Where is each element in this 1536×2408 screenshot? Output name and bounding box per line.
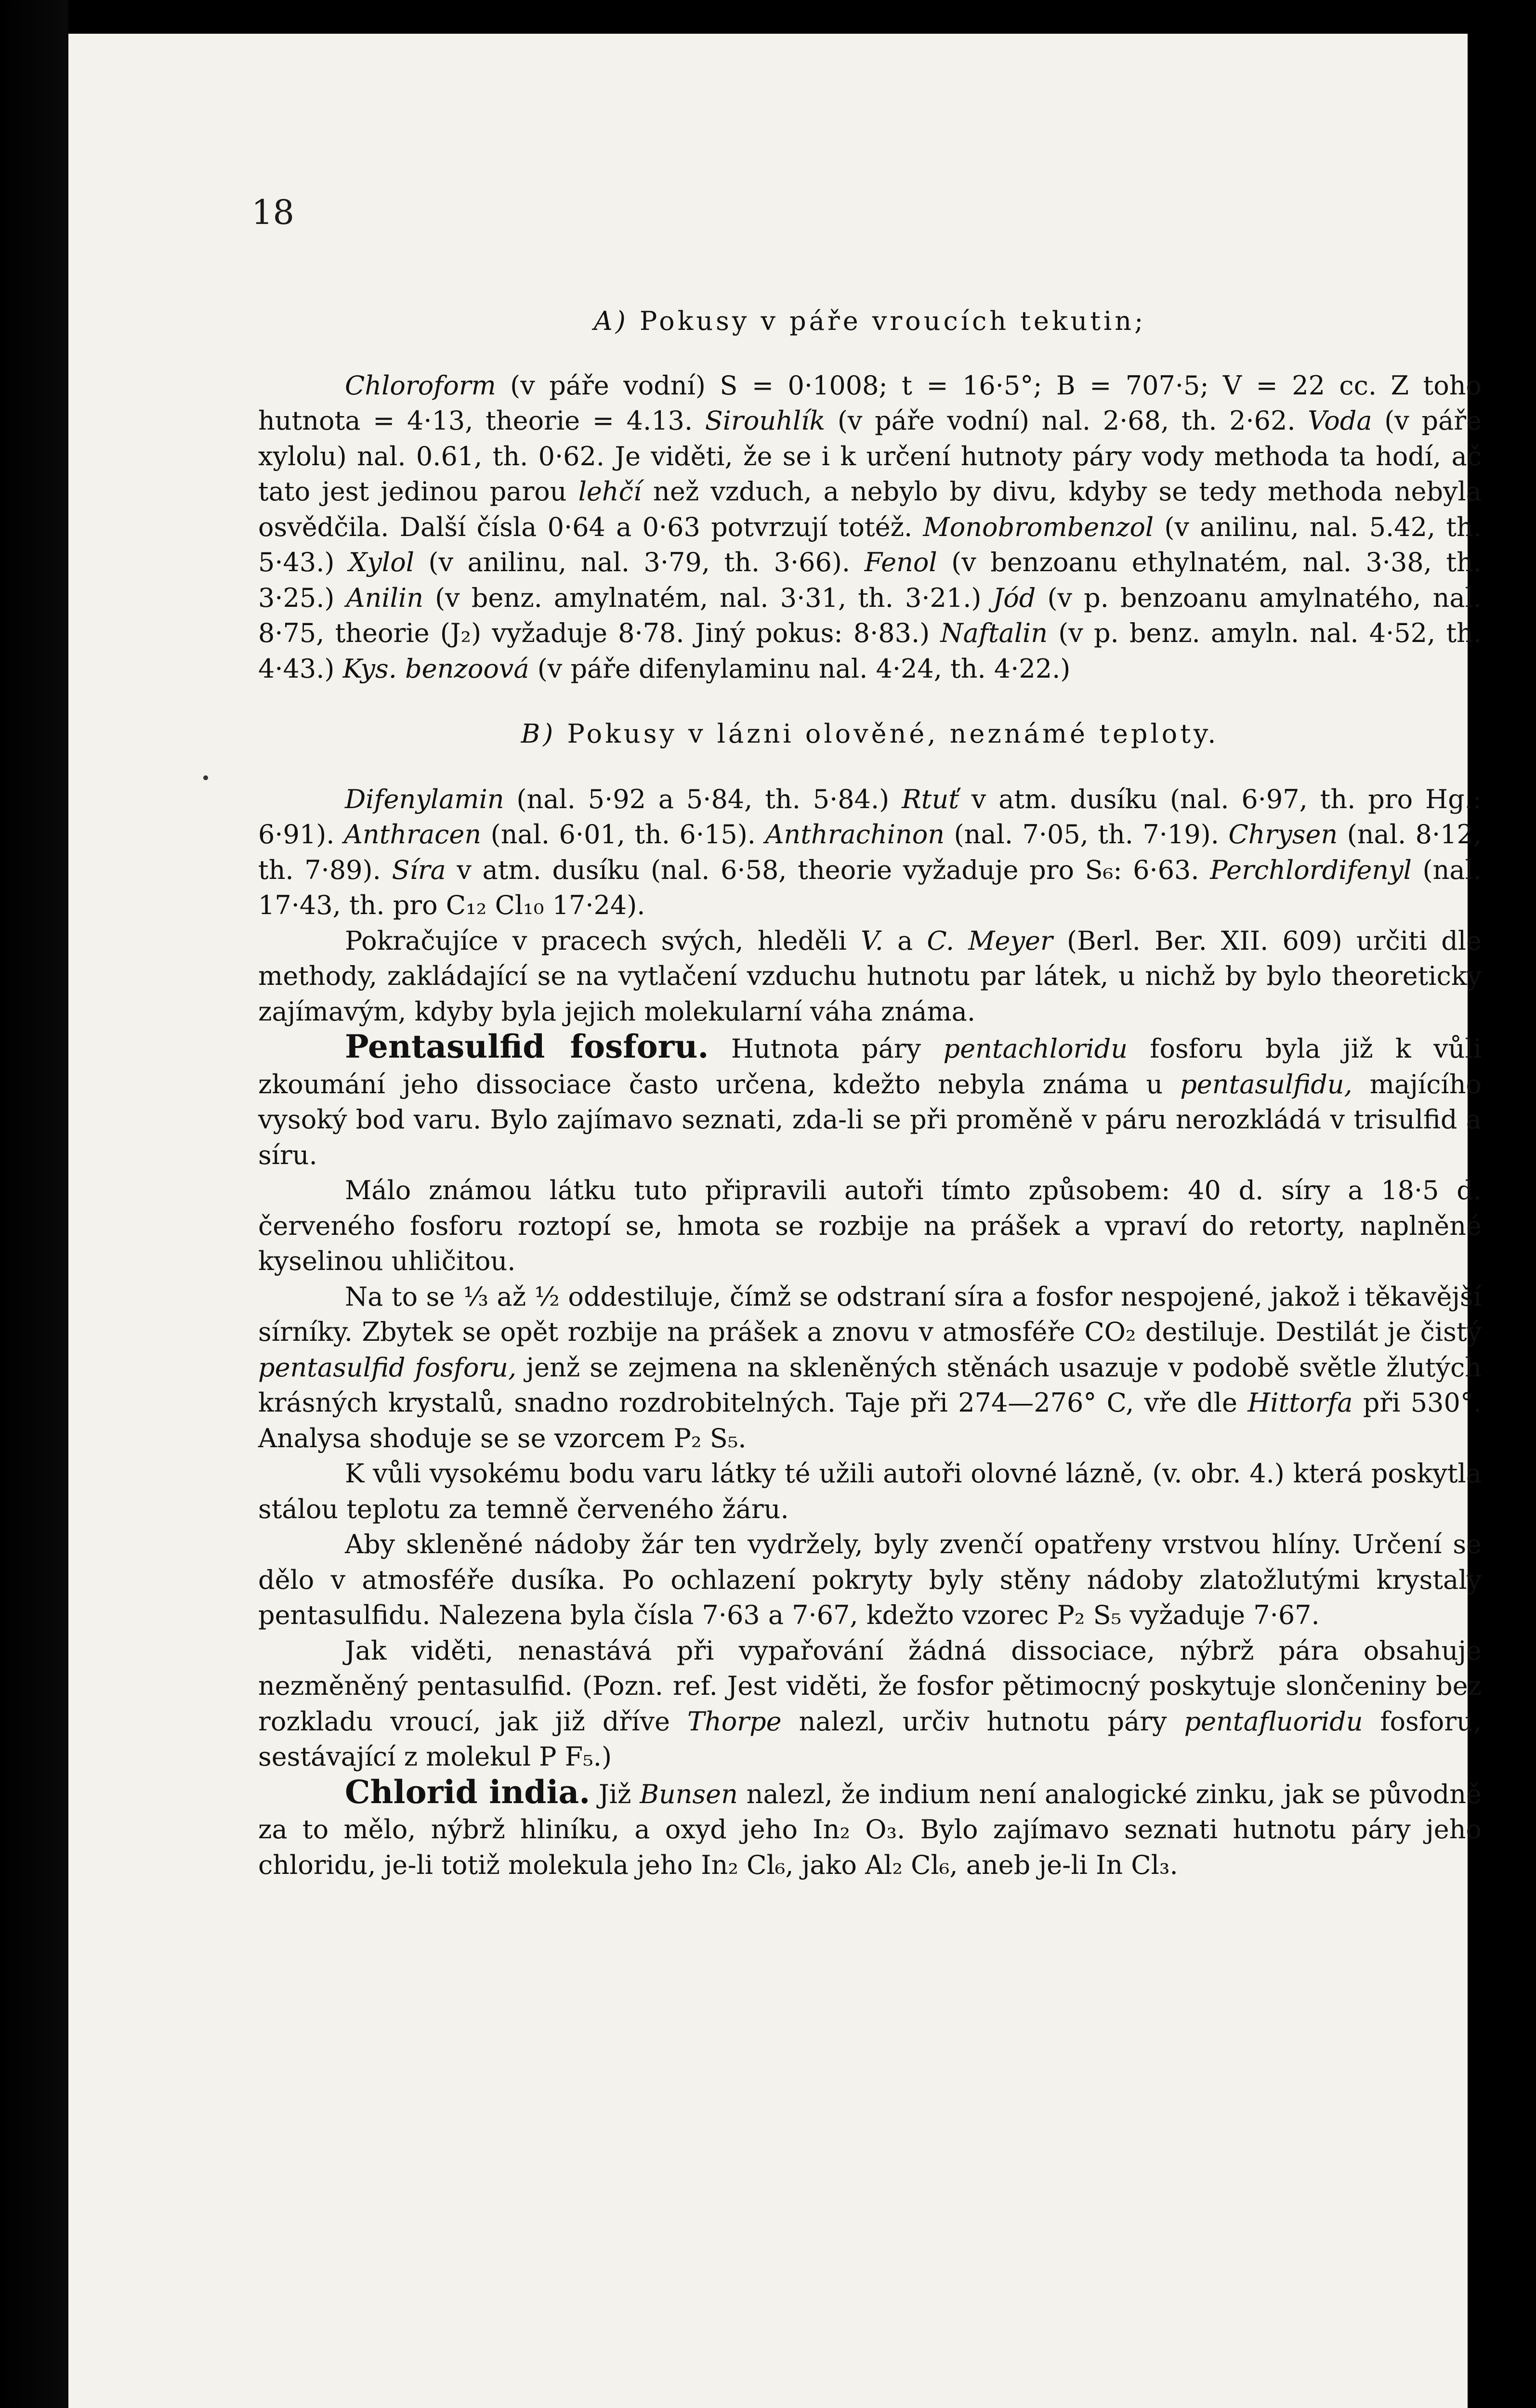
paragraph-clay-coating: Aby skleněné nádoby žár ten vydržely, byly zvenčí opatřeny vrstvou hlíny. Určení se dělo v atmosféře dusíka. Po ochlazení pokryty byly stěny nádoby zlatožlutými krystaly pentasulfidu. Nalezena byla čísla 7·63 a 7·67, kdežto vzorec P₂ S₅ vyžaduje 7·67. [258,1529,1482,1630]
scan-border [0,0,68,2408]
margin-mark [203,775,208,780]
paragraph-lead-bath: Difenylamin (nal. 5·92 a 5·84, th. 5·84.) Rtuť v atm. dusíku (nal. 6·97, th. pro Hg.: 6·91). Anthracen (nal. 6·01, th. 6·15). Anthrachinon (nal. 7·05, th. 7·19). Chrysen (nal. 8·12, th. 7·89). Síra v atm. dusíku (nal. 6·58, theorie vyžaduje pro S₆: 6·63. Perchlordifenyl (nal. 17·43, th. pro C₁₂ Cl₁₀ 17·24). [258,784,1482,920]
paragraph-chlorid-india: Chlorid india. Již Bunsen nalezl, že indium není analogické zinku, jak se původně za to mělo, nýbrž hliníku, a oxyd jeho In₂ O₃. Bylo zajímavo seznati hutnotu páry jeho chloridu, je-li totiž molekula jeho In₂ Cl₆, jako Al₂ Cl₆, aneb je-li In Cl₃. [258,1773,1482,1880]
paragraph-boiling-liquids: Chloroform (v páře vodní) S = 0·1008; t = 16·5°; B = 707·5; V = 22 cc. Z toho hutnota = 4·13, theorie = 4.13. Sirouhlík (v páře vodní) nal. 2·68, th. 2·62. Voda (v páře xylolu) nal. 0.61, th. 0·62. Je viděti, že se i k určení hutnoty páry vody methoda ta hodí, ač tato jest jedinou parou lehčí než vzduch, a nebylo by divu, kdyby se tedy methoda nebyla osvědčila. Další čísla 0·64 a 0·63 potvrzují totéž. Monobrombenzol (v anilinu, nal. 5.42, th. 5·43.) Xylol (v anilinu, nal. 3·79, th. 3·66). Fenol (v benzoanu ethylnatém, nal. 3·38, th. 3·25.) Anilin (v benz. amylnatém, nal. 3·31, th. 3·21.) Jód (v p. benzoanu amylnatého, nal. 8·75, theorie (J₂) vyžaduje 8·78. Jiný pokus: 8·83.) Naftalin (v p. benz. amyln. nal. 4·52, th. 4·43.) Kys. benzoová (v páře difenylaminu nal. 4·24, th. 4·22.) [258,370,1482,684]
paragraph-preparation: Málo známou látku tuto připravili autoři tímto způsobem: 40 d. síry a 18·5 d. červeného fosforu roztopí se, hmota se rozbije na prášek a vpraví do retorty, naplněné kyselinou uhličitou. [258,1175,1482,1276]
page-content [258,303,1482,1883]
paragraph-lead-bath-use: K vůli vysokému bodu varu látky té užili autoři olovné lázně, (v. obr. 4.) která poskytla stálou teplotu za temně červeného žáru. [258,1458,1482,1524]
section-heading-b: B) Pokusy v lázni olověné, neznámé teploty. [521,719,1219,749]
document-page [68,34,1482,2408]
heading-pentasulfid: Pentasulfid fosforu. [345,1028,709,1065]
paragraph-pentasulfid: Pentasulfid fosforu. Hutnota páry pentachloridu fosforu byla již k vůli zkoumání jeho dissociace často určena, kdežto nebyla známa u pentasulfidu, majícího vysoký bod varu. Bylo zajímavo seznati, zda-li se při proměně v páru nerozkládá v trisulfid a síru. [258,1028,1482,1170]
paragraph-meyer: Pokračujíce v pracech svých, hleděli V. a C. Meyer (Berl. Ber. XII. 609) určiti dle methody, zakládající se na vytlačení vzduchu hutnotu par látek, u nichž by bylo theoreticky zajímavým, kdyby byla jejich molekularní váha známa. [258,925,1482,1027]
page-number: 18 [251,193,295,232]
section-heading-a: A) Pokusy v páře vroucích tekutin; [593,306,1146,336]
paragraph-dissociation: Jak viděti, nenastává při vypařování žádná dissociace, nýbrž pára obsahuje nezměněný pentasulfid. (Pozn. ref. Jest viděti, že fosfor pětimocný poskytuje slončeniny bez rozkladu vroucí, jak již dříve Thorpe nalezl, určiv hutnotu páry pentafluoridu fosforu, sestávající z molekul P F₅.) [258,1635,1482,1772]
paragraph-distillation: Na to se ⅓ až ½ oddestiluje, čímž se odstraní síra a fosfor nespojené, jakož i těkavější sírníky. Zbytek se opět rozbije na prášek a znovu v atmosféře CO₂ destiluje. Destilát je čistý pentasulfid fosforu, jenž se zejmena na skleněných stěnách usazuje v podobě světle žlutých krásných krystalů, snadno rozdrobitelných. Taje při 274—276° C, vře dle Hittorfa při 530°. Analysa shoduje se se vzorcem P₂ S₅. [258,1281,1482,1453]
heading-chlorid-india: Chlorid india. [345,1773,591,1811]
